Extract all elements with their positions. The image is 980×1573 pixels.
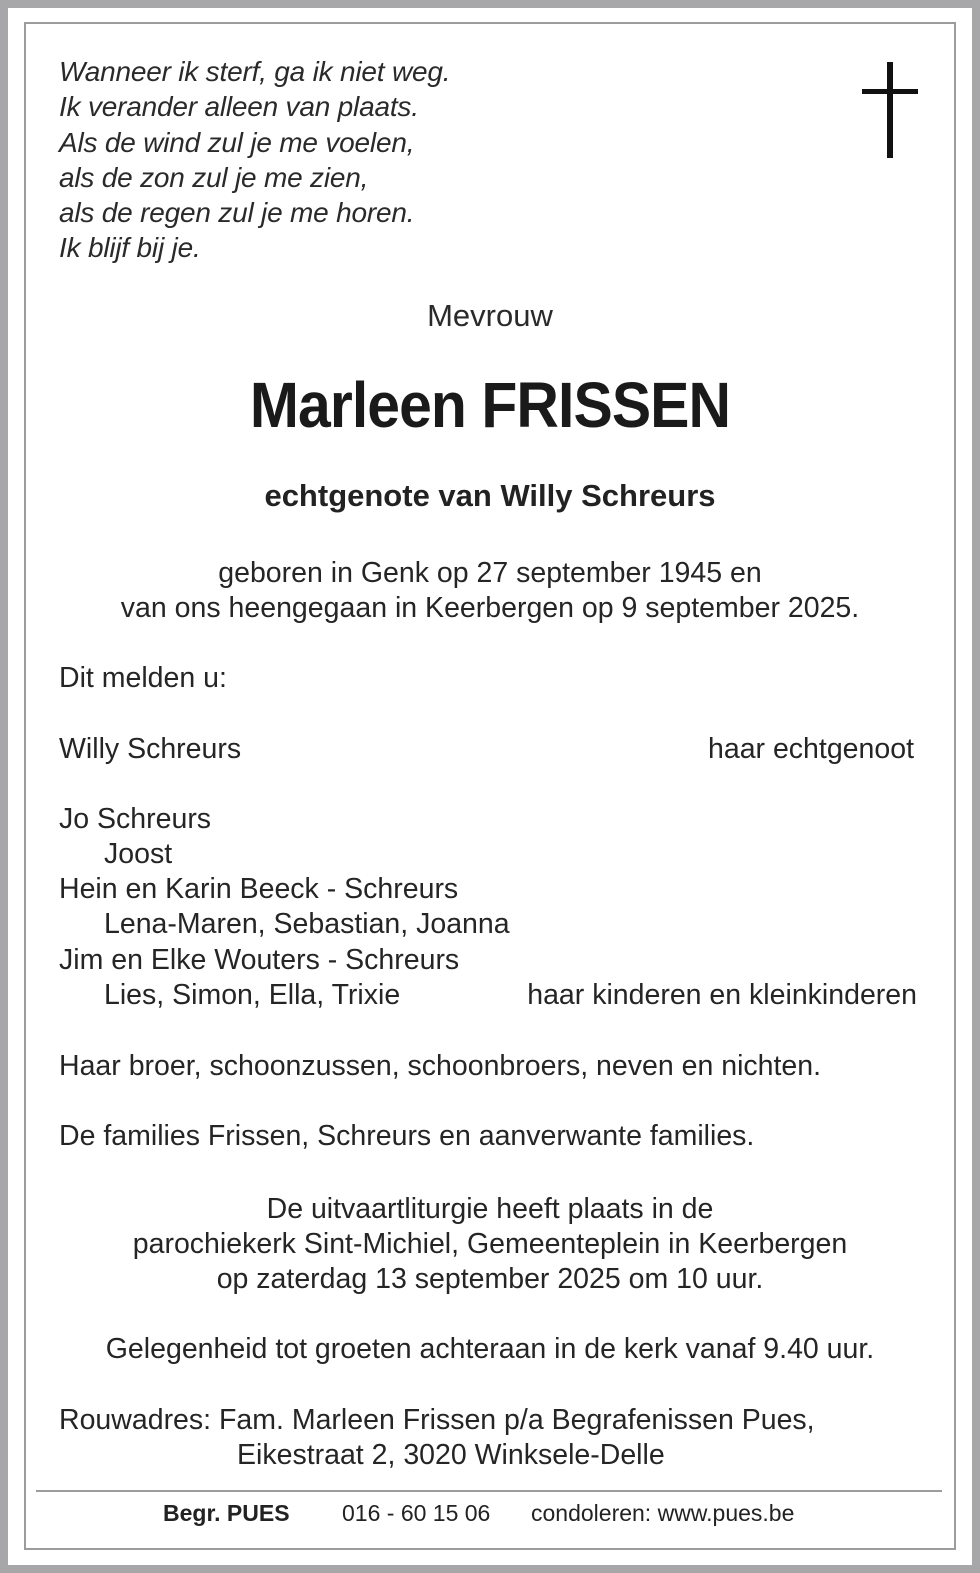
footer-divider	[36, 1490, 942, 1492]
child-name: Hein en Karin Beeck - Schreurs	[59, 873, 459, 905]
children-relation: haar kinderen en kleinkinderen	[527, 979, 917, 1011]
spouse-relation: haar echtgenoot	[708, 733, 914, 765]
poem-line: Als de wind zul je me voelen,	[59, 126, 415, 158]
announcers-intro: Dit melden u:	[59, 662, 227, 694]
birth-death-text	[24, 556, 956, 626]
grandchildren-names: Lena-Maren, Sebastian, Joanna	[104, 908, 510, 940]
funeral-line: parochiekerk Sint-Michiel, Gemeenteplein in Keerbergen	[132, 1228, 848, 1260]
funeral-line: op zaterdag 13 september 2025 om 10 uur.	[216, 1263, 764, 1295]
grandchildren-names: Lies, Simon, Ella, Trixie	[104, 979, 401, 1011]
families-line: De families Frissen, Schreurs en aanverwante families.	[59, 1120, 755, 1152]
poem	[59, 54, 450, 266]
address-line: Eikestraat 2, 3020 Winksele-Delle	[237, 1439, 665, 1471]
condolence-link[interactable]: condoleren: www.pues.be	[531, 1500, 795, 1526]
phone-number: 016 - 60 15 06	[342, 1500, 491, 1526]
siblings-line: Haar broer, schoonzussen, schoonbroers, neven en nichten.	[59, 1050, 822, 1082]
funeral-info	[24, 1192, 956, 1297]
poem-line: als de regen zul je me horen.	[59, 197, 415, 229]
child-name: Jo Schreurs	[59, 803, 212, 835]
poem-line: als de zon zul je me zien,	[59, 161, 369, 193]
grandchildren-names: Joost	[104, 838, 173, 870]
poem-line: Wanneer ik sterf, ga ik niet weg.	[59, 56, 451, 87]
funeral-line: De uitvaartliturgie heeft plaats in de	[266, 1193, 714, 1225]
deceased-name: Marleen FRISSEN	[249, 369, 731, 441]
death-line: van ons heengegaan in Keerbergen op 9 september 2025.	[120, 592, 860, 624]
spouse-name: Willy Schreurs	[59, 733, 242, 765]
greeting-info: Gelegenheid tot groeten achteraan in de kerk vanaf 9.40 uur.	[105, 1333, 875, 1365]
salutation: Mevrouw	[427, 298, 553, 333]
birth-line: geboren in Genk op 27 september 1945 en	[218, 557, 762, 589]
spouse-line: echtgenote van Willy Schreurs	[264, 478, 716, 513]
poem-line: Ik blijf bij je.	[59, 232, 201, 264]
child-name: Jim en Elke Wouters - Schreurs	[59, 944, 460, 976]
cross-icon	[862, 62, 918, 158]
poem-line: Ik verander alleen van plaats.	[59, 91, 419, 123]
funeral-company: Begr. PUES	[163, 1500, 290, 1526]
address-line: Rouwadres: Fam. Marleen Frissen p/a Begrafenissen Pues,	[59, 1404, 815, 1436]
